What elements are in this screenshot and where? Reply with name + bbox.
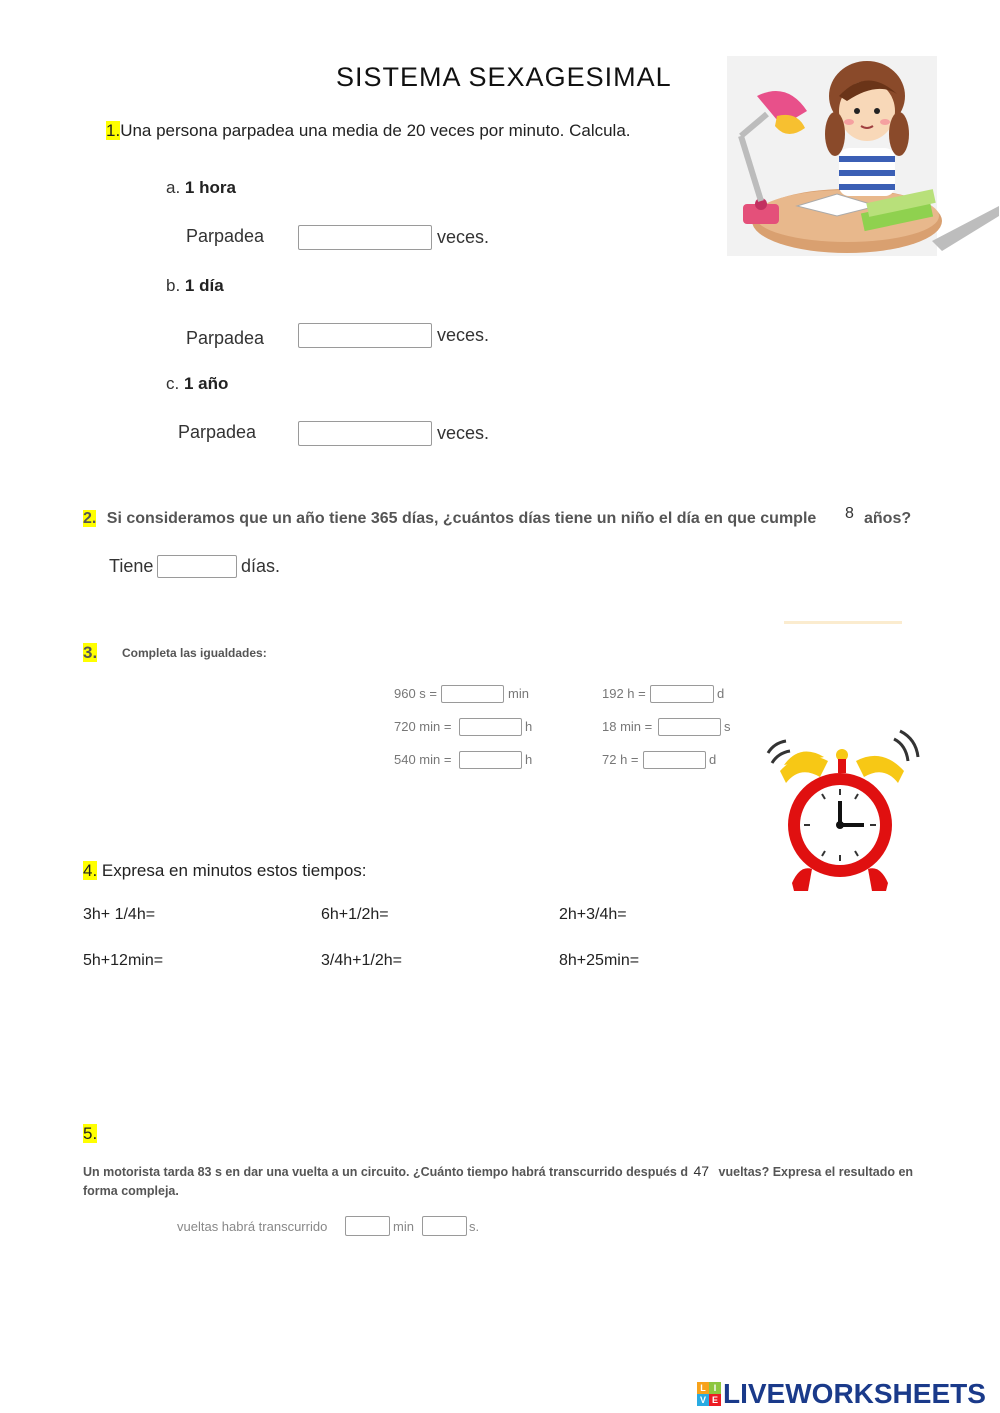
equality-left: 18 min = [602, 719, 653, 734]
answer-prefix: vueltas habrá transcurrido [177, 1219, 328, 1234]
item-b: b. 1 día [166, 276, 224, 295]
question-4 [83, 861, 367, 881]
question-text: Expresa en minutos estos tiempos: [101, 861, 367, 880]
equality-unit: s [724, 719, 731, 734]
question-text: Si consideramos que un año tiene 365 días, ¿cuántos días tiene un niño el día en que cumple [106, 510, 817, 527]
answer-suffix: días. [241, 556, 281, 576]
expression: 6h+1/2h= [321, 906, 389, 923]
equality-left: 720 min = [394, 719, 452, 734]
answer-input-s[interactable] [422, 1216, 467, 1236]
equality-unit: min [508, 686, 529, 701]
decorative-line [784, 621, 902, 624]
expression: 8h+25min= [559, 952, 640, 969]
laps-value: 47 [693, 1163, 710, 1179]
question-number: 1. [106, 121, 121, 140]
equality-input[interactable] [643, 751, 706, 769]
question-text: Completa las igualdades: [122, 646, 267, 660]
answer-unit-s: s. [469, 1219, 480, 1234]
question-text: Una persona parpadea una media de 20 veces por minuto. Calcula. [120, 121, 631, 140]
equality-unit: h [525, 752, 533, 767]
answer-suffix: veces. [437, 325, 490, 345]
question-2 [83, 510, 816, 528]
question-text-end: años? [864, 510, 912, 527]
expression: 2h+3/4h= [559, 906, 627, 923]
answer-input-day[interactable] [298, 323, 432, 348]
question-text-cont: forma compleja. [83, 1184, 179, 1198]
logo-text: LIVEWORKSHEETS [723, 1378, 986, 1409]
equality-input[interactable] [459, 718, 522, 736]
equality-unit: d [717, 686, 725, 701]
answer-input-year[interactable] [298, 421, 432, 446]
alarm-clock-illustration [760, 725, 925, 895]
answer-prefix: Parpadea [186, 226, 265, 246]
answer-suffix: veces. [437, 423, 490, 443]
question-text: Un motorista tarda 83 s en dar una vuelta a un circuito. ¿Cuánto tiempo habrá transcurrido después d 47 vueltas? Expresa el resultado en [83, 1163, 914, 1179]
page-title: SISTEMA SEXAGESIMAL [336, 62, 672, 92]
answer-prefix: Parpadea [178, 422, 257, 442]
equality-left: 192 h = [602, 686, 646, 701]
equality-input[interactable] [459, 751, 522, 769]
answer-input-hour[interactable] [298, 225, 432, 250]
equality-input[interactable] [658, 718, 721, 736]
answer-prefix: Parpadea [186, 328, 265, 348]
expression: 5h+12min= [83, 952, 164, 969]
item-a: a. 1 hora [166, 178, 236, 197]
logo-badge-icon: L I V E [697, 1382, 721, 1406]
answer-input-min[interactable] [345, 1216, 390, 1236]
question-number: 2. [83, 510, 97, 527]
equality-unit: h [525, 719, 533, 734]
equality-input[interactable] [650, 685, 714, 703]
equality-left: 960 s = [394, 686, 438, 701]
answer-unit-min: min [393, 1219, 414, 1234]
answer-input-days[interactable] [157, 555, 237, 578]
equality-left: 540 min = [394, 752, 452, 767]
expression: 3/4h+1/2h= [321, 952, 402, 969]
age-value: 8 [845, 505, 854, 522]
answer-suffix: veces. [437, 227, 490, 247]
question-number: 5. [83, 1124, 98, 1143]
equality-input[interactable] [441, 685, 504, 703]
equality-left: 72 h = [602, 752, 639, 767]
liveworksheets-logo [697, 1378, 986, 1410]
question-3 [83, 643, 97, 663]
question-5 [83, 1124, 97, 1144]
expression: 3h+ 1/4h= [83, 906, 156, 923]
answer-prefix: Tiene [109, 556, 154, 576]
question-number: 3. [83, 643, 98, 662]
girl-studying-illustration [727, 56, 999, 256]
equality-unit: d [709, 752, 717, 767]
question-1 [106, 121, 631, 141]
item-c: c. 1 año [166, 374, 229, 393]
question-number: 4. [83, 861, 98, 880]
